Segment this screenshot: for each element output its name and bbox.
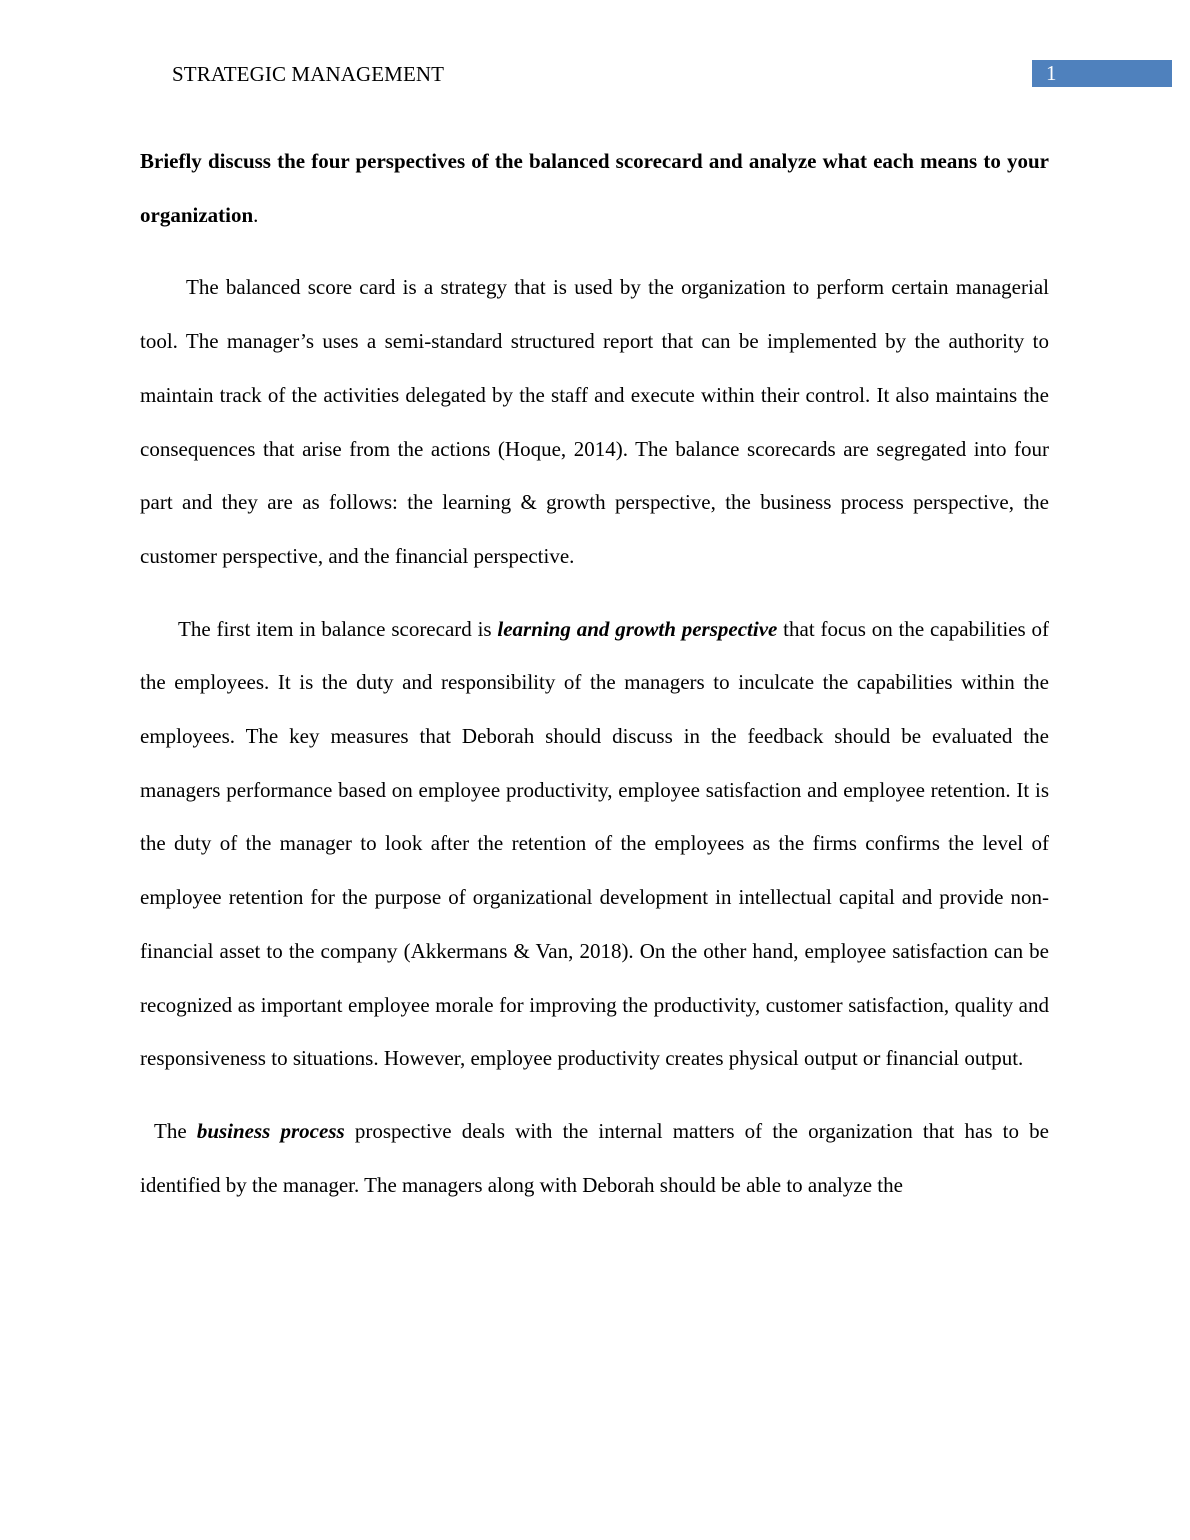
paragraph-learning-growth-rest: that focus on the capabilities of the employees. It is the duty and responsibility of the managers to inculcate the capabilities within the employees. The key measures that Deborah should discuss in the feedback should be evaluated the managers performance based on employee productivity, employee satisfaction and employee retention. It is the duty of the manager to look after the retention of the employees as the firms confirms the level of employee retention for the purpose of organizational development in intellectual capital and provide non-financial asset to the company (Akkermans & Van, 2018). On the other hand, employee satisfaction can be recognized as important employee morale for improving the productivity, customer satisfaction, quality and responsiveness to situations. However, employee productivity creates physical output or financial output. xyxy=(140,616,1049,1071)
emphasis-learning-growth: learning and growth perspective xyxy=(497,616,778,641)
paragraph-learning-growth xyxy=(140,603,1049,1086)
section-heading xyxy=(140,135,1049,242)
section-heading-text: Briefly discuss the four perspectives of the balanced scorecard and analyze what each means to your organization xyxy=(140,149,1049,227)
page-number-badge xyxy=(1032,60,1172,87)
paragraph-learning-growth-lead: The first item in balance scorecard is xyxy=(178,616,498,641)
paragraph-business-process-lead: The xyxy=(154,1118,197,1143)
document-body xyxy=(140,135,1049,1231)
page-number: 1 xyxy=(1046,61,1057,85)
running-header-title: STRATEGIC MANAGEMENT xyxy=(172,62,445,86)
paragraph-intro: The balanced score card is a strategy that is used by the organization to perform certain managerial tool. The manager’s uses a semi-standard structured report that can be implemented by the authority to maintain track of the activities delegated by the staff and execute within their control. It also maintains the consequences that arise from the actions (Hoque, 2014). The balance scorecards are segregated into four part and they are as follows: the learning & growth perspective, the business process perspective, the customer perspective, and the financial perspective. xyxy=(140,275,1049,568)
section-heading-period: . xyxy=(253,202,259,227)
paragraph-business-process xyxy=(140,1105,1049,1212)
emphasis-business-process: business process xyxy=(196,1118,345,1143)
paragraph-business-process-rest: prospective deals with the internal matters of the organization that has to be identified by the manager. The managers along with Deborah should be able to analyze the xyxy=(140,1118,1049,1197)
